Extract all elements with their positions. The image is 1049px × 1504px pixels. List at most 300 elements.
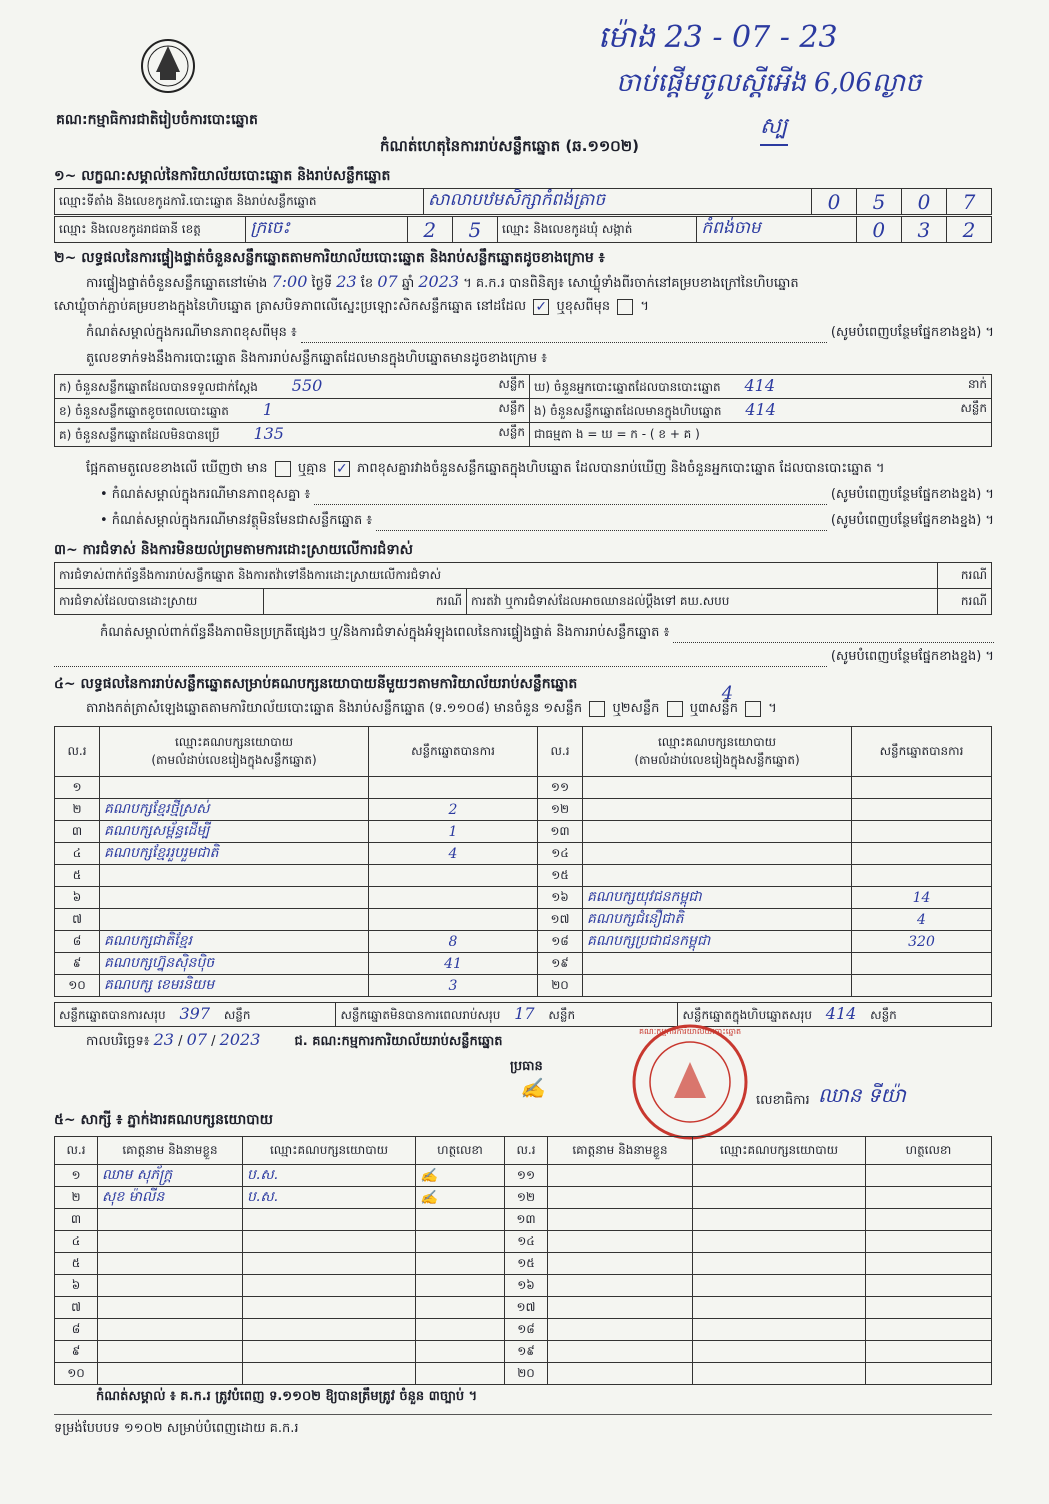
- witness-left-name: [98, 1341, 243, 1363]
- three-sheet-label: ឬ៣សន្លឹក: [689, 701, 738, 716]
- section3-title: ៣~ ការជំទាស់ និងការមិនយល់ព្រមតាមការដោះស្រាយលើការជំទាស់: [54, 542, 413, 558]
- case-label: ករណី: [960, 593, 987, 608]
- difference-note-hint: (សូមបំពេញបន្ថែមផ្នែកខាងខ្នង) ។: [830, 325, 994, 340]
- results-right-party: [583, 953, 852, 975]
- text-seal: សោឃ្លុំចាក់ភ្ជាប់គម្របខាងក្នុងនៃហិបឆ្នោត ត្រាសបិទភាពលើស្នេះប្រឡោះសិកសន្លឹកឆ្នោត នៅដដែល: [54, 299, 527, 314]
- results-left-party: គណបក្សខ្មែររួបរួមជាតិ: [100, 843, 369, 865]
- text-month-label: ខែ: [360, 276, 374, 291]
- province-label: ឈ្មោះ និងលេខកូដរាជធានី ខេត្ត: [55, 217, 246, 243]
- location-value: សាលាបឋមសិក្សាកំពង់ត្រាច: [424, 189, 812, 215]
- results-right-votes: 14: [852, 887, 992, 909]
- witness-row: [55, 1341, 992, 1363]
- verify-day: 23: [336, 272, 357, 291]
- col-party-left-label: ឈ្មោះគណបក្សនយោបាយ: [174, 734, 294, 749]
- results-left-votes: 2: [369, 799, 538, 821]
- witness-left-party: [243, 1297, 416, 1319]
- committee-label: ជ. គណ:កម្មការការិយាល័យរាប់សន្លឹកឆ្នោត: [294, 1034, 503, 1049]
- results-left-votes: 1: [369, 821, 538, 843]
- difference-note-row: [86, 324, 994, 343]
- witness-right-sign: [866, 1319, 992, 1341]
- witness-right-name: [548, 1231, 693, 1253]
- text-time-label: ការផ្ទៀងផ្ទាត់ចំនួនសន្លឹកឆ្នោតនៅម៉ោង: [86, 276, 268, 291]
- verify-year: 2023: [418, 272, 460, 291]
- witness-row: [55, 1253, 992, 1275]
- witness-right-no: ១៤: [505, 1231, 548, 1253]
- witness-left-name: សុខ ម៉ាលីន: [98, 1187, 243, 1209]
- results-right-no: ១៤: [538, 843, 583, 865]
- count-d: [530, 375, 992, 399]
- total-invalid: [336, 1003, 678, 1027]
- formula: ជាធម្មតា ង = ឃ = ក - ( ខ + គ ): [530, 423, 992, 447]
- handwritten-start-note: ចាប់ផ្ដើមចូលស្ដីអើង 6,06ល្ងាច: [616, 68, 922, 98]
- compare-text: ភាពខុសគ្នារវាងចំនួនសន្លឹកឆ្នោតក្នុងហិបឆ្នោត ដែលបានរាប់ឃើញ និងចំនួនអ្នកបោះឆ្នោត ដែលបានបោះឆ្នោត ។: [357, 461, 885, 476]
- w-col-sign-right: ហត្ថលេខា: [866, 1137, 992, 1165]
- witness-right-sign: [866, 1253, 992, 1275]
- count-a-label: ក) ចំនួនសន្លឹកឆ្នោតដែលបានទទួលជាក់ស្ដែង: [59, 380, 258, 394]
- objections-table: [54, 562, 992, 615]
- section1-table: [54, 188, 992, 215]
- witness-left-party: [243, 1341, 416, 1363]
- count-b: [55, 399, 530, 423]
- bullet2-field[interactable]: [376, 512, 827, 531]
- results-left-no: ៦: [55, 887, 100, 909]
- witness-right-party: [693, 1319, 866, 1341]
- count-c: [55, 423, 530, 447]
- location-code-2: 5: [857, 189, 902, 215]
- no-difference-checkbox[interactable]: [334, 461, 350, 477]
- col-no-left: ល.រ: [55, 727, 100, 777]
- witness-right-sign: [866, 1341, 992, 1363]
- location-code-1: 0: [812, 189, 857, 215]
- count-e-value: 414: [745, 400, 776, 419]
- date-row: កាលបរិច្ឆេទ៖ 23 / 07 / 2023 ជ. គណ:កម្មការការិយាល័យរាប់សន្លឹកឆ្នោត: [86, 1030, 503, 1049]
- results-left-votes: 3: [369, 975, 538, 997]
- results-row: [55, 953, 992, 975]
- results-left-votes: [369, 909, 538, 931]
- results-right-no: ១៩: [538, 953, 583, 975]
- witness-right-no: ១៩: [505, 1341, 548, 1363]
- total-box-unit: សន្លឹក: [870, 1008, 897, 1022]
- witness-right-party: [693, 1187, 866, 1209]
- results-totals: [54, 1002, 992, 1027]
- text-different: ឬខុសពីមុន: [556, 299, 611, 314]
- witness-row: [55, 1363, 992, 1385]
- results-row: [55, 865, 992, 887]
- results-right-no: ១២: [538, 799, 583, 821]
- results-right-votes: 320: [852, 931, 992, 953]
- results-right-party: គណបក្សជំនឿជាតិ: [583, 909, 852, 931]
- witness-left-party: [243, 1275, 416, 1297]
- witness-row: [55, 1297, 992, 1319]
- total-valid-value: 397: [179, 1004, 211, 1023]
- witness-right-sign: [866, 1297, 992, 1319]
- results-row: [55, 799, 992, 821]
- witness-row: [55, 1231, 992, 1253]
- total-valid: [55, 1003, 336, 1027]
- witness-left-no: ១០: [55, 1363, 98, 1385]
- witness-right-sign: [866, 1165, 992, 1187]
- witness-left-no: ៣: [55, 1209, 98, 1231]
- results-left-no: ៤: [55, 843, 100, 865]
- section2-title: ២~ លទ្ធផលនៃការផ្ទៀងផ្ទាត់ចំនួនសន្លឹកឆ្នោតតាមការិយាល័យបោះឆ្នោត និងរាប់សន្លឹកឆ្នោតដូចខាងក្រោម ៖: [54, 250, 605, 266]
- witness-right-no: ១៣: [505, 1209, 548, 1231]
- nec-logo: [138, 32, 198, 102]
- witness-right-name: [548, 1165, 693, 1187]
- objections-row1-label: ការជំទាស់ពាក់ព័ន្ធនឹងការរាប់សន្លឹកឆ្នោត និងការតវ៉ាទៅនឹងការដោះស្រាយលើការជំទាស់: [55, 563, 938, 589]
- tally-sheet-row: តារាងកត់ត្រាសំឡេងឆ្នោតតាមការិយាល័យបោះឆ្នោត និងរាប់សន្លឹកឆ្នោត (ទ.១១០៨) មានចំនួន ១សន្លឹក ឬ២សន្លឹក ឬ៣សន្លឹក 4 ។: [86, 683, 777, 716]
- section4-title: ៤~ លទ្ធផលនៃការរាប់សន្លឹកឆ្នោតសម្រាប់គណបក្សនយោបាយនីមួយៗតាមការិយាល័យរាប់សន្លឹកឆ្នោត: [54, 676, 578, 692]
- different-checkbox[interactable]: [617, 299, 633, 315]
- witness-row: [55, 1319, 992, 1341]
- appeal-case: [938, 589, 992, 615]
- commune-label: ឈ្មោះ និងលេខកូដឃុំ សង្កាត់: [497, 217, 696, 243]
- total-valid-unit: សន្លឹក: [223, 1008, 251, 1022]
- w-col-party-right: ឈ្មោះគណបក្សនយោបាយ: [693, 1137, 866, 1165]
- witness-left-sign: ✍: [416, 1187, 505, 1209]
- results-left-no: ៧: [55, 909, 100, 931]
- w-col-name-left: គោត្តនាម និងនាមខ្លួន: [98, 1137, 243, 1165]
- irregular-note-line2: [54, 648, 994, 667]
- witness-right-name: [548, 1363, 693, 1385]
- three-sheet-checkbox[interactable]: [745, 701, 761, 717]
- witness-left-sign: ✍: [416, 1165, 505, 1187]
- witness-left-party: [243, 1363, 416, 1385]
- results-right-no: ១៣: [538, 821, 583, 843]
- results-left-party: គណបក្ស ខេមរនិយម: [100, 975, 369, 997]
- bullet1-label: • កំណត់សម្គាល់ក្នុងករណីមានភាពខុសគ្នា ៖: [100, 487, 311, 502]
- col-votes-right: សន្លឹកឆ្នោតបានការ: [852, 727, 992, 777]
- witness-left-sign: [416, 1275, 505, 1297]
- witness-left-name: [98, 1209, 243, 1231]
- bullet2-label: • កំណត់សម្គាល់ក្នុងករណីមានវត្ថុមិនមែនជាសន្លឹកឆ្នោត ៖: [100, 513, 373, 528]
- witness-left-no: ១: [55, 1165, 98, 1187]
- witness-left-no: ៩: [55, 1341, 98, 1363]
- verify-time: 7:00: [271, 272, 308, 291]
- results-row: [55, 887, 992, 909]
- irregular-note-label: កំណត់សម្គាល់ពាក់ព័ន្ធនឹងភាពមិនប្រក្រតីផ្សេងៗ ឬ/និងការជំទាស់ក្នុងអំឡុងពេលនៃការផ្ទៀងផ្ទាត់ និងការរាប់សន្លឹកឆ្នោត ៖: [100, 625, 670, 640]
- col-votes-left: សន្លឹកឆ្នោតបានការ: [369, 727, 538, 777]
- results-right-votes: [852, 799, 992, 821]
- results-row: [55, 931, 992, 953]
- case-label: ករណី: [435, 593, 462, 608]
- results-right-no: ១៥: [538, 865, 583, 887]
- results-left-no: ២: [55, 799, 100, 821]
- results-left-party: គណបក្សហ្វ៊ុនស៊ិនប៉ិច: [100, 953, 369, 975]
- witness-right-sign: [866, 1363, 992, 1385]
- province-code-2: 5: [452, 217, 497, 243]
- resolved-label: ការជំទាស់ដែលបានដោះស្រាយ: [55, 589, 264, 615]
- count-e-unit: សន្លឹក: [960, 401, 987, 415]
- witness-right-no: ២០: [505, 1363, 548, 1385]
- irregular-note-hint: (សូមបំពេញបន្ថែមផ្នែកខាងខ្នង) ។: [830, 649, 994, 664]
- count-d-label: ឃ) ចំនួនអ្នកបោះឆ្នោតដែលបានបោះឆ្នោត: [534, 380, 721, 394]
- verification-line2: សោឃ្លុំចាក់ភ្ជាប់គម្របខាងក្នុងនៃហិបឆ្នោត ត្រាសបិទភាពលើស្នេះប្រឡោះសិកសន្លឹកឆ្នោត នៅដដែល ✓ ឬខុសពីមុន ។: [54, 298, 994, 317]
- compare-row: [86, 460, 994, 479]
- witness-right-no: ១៧: [505, 1297, 548, 1319]
- results-left-votes: [369, 887, 538, 909]
- total-valid-label: សន្លឹកឆ្នោតបានការសរុប: [59, 1008, 166, 1022]
- witness-left-no: ៧: [55, 1297, 98, 1319]
- witness-right-party: [693, 1341, 866, 1363]
- irregular-note-field-2[interactable]: [54, 648, 827, 667]
- chair-signature: ✍: [520, 1076, 545, 1100]
- compare-has-label: ផ្អែកតាមតួលេខខាងលើ ឃើញថា មាន: [86, 461, 268, 476]
- results-right-votes: [852, 975, 992, 997]
- location-code-3: 0: [902, 189, 947, 215]
- witness-right-no: ១៥: [505, 1253, 548, 1275]
- results-row: [55, 821, 992, 843]
- results-right-party: [583, 843, 852, 865]
- results-right-no: ១៦: [538, 887, 583, 909]
- witness-right-name: [548, 1275, 693, 1297]
- results-right-party: គណបក្សប្រជាជនកម្ពុជា: [583, 931, 852, 953]
- location-label: ឈ្មោះទីតាំង និងលេខកូដការិ.បោះឆ្នោត និងរាប់សន្លឹកឆ្នោត: [55, 189, 424, 215]
- two-sheet-label: ឬ២សន្លឹក: [612, 701, 660, 716]
- witness-left-no: ៥: [55, 1253, 98, 1275]
- secretary-label: លេខាធិការ: [756, 1093, 810, 1108]
- bottom-divider: [54, 1414, 992, 1415]
- results-row: [55, 909, 992, 931]
- results-left-party: [100, 909, 369, 931]
- results-body: [55, 777, 992, 997]
- count-c-unit: សន្លឹក: [498, 425, 525, 439]
- tally-sheet-label: តារាងកត់ត្រាសំឡេងឆ្នោតតាមការិយាល័យបោះឆ្នោត និងរាប់សន្លឹកឆ្នោត (ទ.១១០៨) មានចំនួន ១សន្លឹក: [86, 701, 583, 716]
- verification-text: [86, 272, 996, 294]
- witness-right-name: [548, 1209, 693, 1231]
- commune-code-3: 2: [946, 217, 991, 243]
- section1-title: ១~ លក្ខណ:សម្គាល់នៃការិយាល័យបោះឆ្នោត និងរាប់សន្លឹកឆ្នោត: [54, 168, 391, 184]
- location-code-4: 7: [947, 189, 992, 215]
- witness-left-party: [243, 1209, 416, 1231]
- date-month: 07: [186, 1030, 207, 1049]
- count-c-value: 135: [253, 424, 284, 443]
- date-year: 2023: [219, 1030, 261, 1049]
- col-no-right: ល.រ: [538, 727, 583, 777]
- witness-body: [55, 1165, 992, 1385]
- results-right-no: ១៨: [538, 931, 583, 953]
- col-party-right: [583, 727, 852, 777]
- resolved-case: [264, 589, 467, 615]
- province-code-1: 2: [407, 217, 452, 243]
- results-right-no: ១៧: [538, 909, 583, 931]
- witness-right-party: [693, 1253, 866, 1275]
- witness-right-name: [548, 1341, 693, 1363]
- count-e: [530, 399, 992, 423]
- count-c-label: គ) ចំនួនសន្លឹកឆ្នោតដែលមិនបានប្រើ: [59, 428, 220, 442]
- handwritten-sheet-count: 4: [721, 683, 734, 704]
- witness-right-sign: [866, 1187, 992, 1209]
- witness-left-no: ៦: [55, 1275, 98, 1297]
- section5-title: ៥~ សាក្សី ៖ ភ្នាក់ងារគណបក្សនយោបាយ: [54, 1112, 273, 1128]
- results-row: [55, 777, 992, 799]
- verify-month: 07: [377, 272, 398, 291]
- total-invalid-unit: សន្លឹក: [548, 1008, 576, 1022]
- count-a: [55, 375, 530, 399]
- witness-left-sign: [416, 1341, 505, 1363]
- has-difference-checkbox[interactable]: [275, 461, 291, 477]
- difference-note-field[interactable]: [301, 324, 827, 343]
- section1-table-row2: [54, 216, 992, 243]
- witness-left-name: ឈាម សុភ័ក្ត្រ: [98, 1165, 243, 1187]
- witness-left-party: [243, 1253, 416, 1275]
- witness-right-no: ១១: [505, 1165, 548, 1187]
- witness-right-no: ១៨: [505, 1319, 548, 1341]
- witness-left-no: ២: [55, 1187, 98, 1209]
- results-left-party: [100, 777, 369, 799]
- count-b-value: 1: [262, 400, 273, 419]
- results-right-votes: [852, 843, 992, 865]
- bullet2-row: [100, 512, 994, 531]
- results-left-party: [100, 887, 369, 909]
- counts-table: [54, 374, 992, 447]
- count-d-unit: នាក់: [967, 377, 987, 391]
- total-box-label: សន្លឹកឆ្នោតក្នុងហិបឆ្នោតសរុប: [682, 1008, 812, 1022]
- form-title: កំណត់ហេតុនៃការរាប់សន្លឹកឆ្នោត (ឆ.១១០២): [380, 137, 640, 155]
- col-party-right-label: ឈ្មោះគណបក្សនយោបាយ: [657, 734, 777, 749]
- results-right-party: គណបក្សយុវជនកម្ពុជា: [583, 887, 852, 909]
- text-year-label: ឆ្នាំ: [401, 276, 415, 291]
- org-name: គណ:កម្មាធិការជាតិរៀបចំការបោះឆ្នោត: [56, 112, 258, 128]
- date-label: កាលបរិច្ឆេទ៖: [86, 1034, 150, 1049]
- results-left-votes: 8: [369, 931, 538, 953]
- results-left-no: ៨: [55, 931, 100, 953]
- results-right-no: ២០: [538, 975, 583, 997]
- bullet1-hint: (សូមបំពេញបន្ថែមផ្នែកខាងខ្នង) ។: [830, 487, 994, 502]
- count-b-unit: សន្លឹក: [498, 401, 525, 415]
- text-day-label: ថ្ងៃទី: [311, 276, 333, 291]
- handwritten-initials: ស្ប: [760, 112, 788, 146]
- results-left-votes: [369, 865, 538, 887]
- witness-left-name: [98, 1297, 243, 1319]
- w-col-no-left: ល.រ: [55, 1137, 98, 1165]
- witness-left-sign: [416, 1231, 505, 1253]
- w-col-sign-left: ហត្ថលេខា: [416, 1137, 505, 1165]
- witness-row: [55, 1187, 992, 1209]
- bullet1-row: [100, 486, 994, 505]
- count-a-value: 550: [291, 376, 323, 395]
- bullet2-hint: (សូមបំពេញបន្ថែមផ្នែកខាងខ្នង) ។: [830, 513, 994, 528]
- witness-right-name: [548, 1187, 693, 1209]
- witness-right-party: [693, 1231, 866, 1253]
- witness-left-sign: [416, 1297, 505, 1319]
- case-label: ករណី: [960, 567, 987, 582]
- results-left-no: ១០: [55, 975, 100, 997]
- witness-left-sign: [416, 1253, 505, 1275]
- witness-left-name: [98, 1253, 243, 1275]
- col-party-left: [100, 727, 369, 777]
- compare-none-label: ឬគ្មាន: [297, 461, 327, 476]
- witness-right-party: [693, 1209, 866, 1231]
- results-right-votes: [852, 865, 992, 887]
- results-left-votes: [369, 777, 538, 799]
- witness-left-no: ៨: [55, 1319, 98, 1341]
- witness-left-name: [98, 1319, 243, 1341]
- witness-row: [55, 1165, 992, 1187]
- date-day: 23: [153, 1030, 174, 1049]
- witness-right-party: [693, 1363, 866, 1385]
- results-left-no: ១: [55, 777, 100, 799]
- numbers-intro: តួលេខទាក់ទងនឹងការបោះឆ្នោត និងការរាប់សន្លឹកឆ្នោតដែលមានក្នុងហិបឆ្នោតមានដូចខាងក្រោម ៖: [86, 351, 547, 366]
- handwritten-time-note: ម៉ោង 23 - 07 - 23: [598, 20, 838, 55]
- witness-left-name: [98, 1363, 243, 1385]
- witness-right-sign: [866, 1209, 992, 1231]
- results-right-no: ១១: [538, 777, 583, 799]
- witness-row: [55, 1275, 992, 1297]
- secretary-name: ឈាន ទីយ៉ា: [818, 1083, 906, 1107]
- col-party-right-sub: (តាមលំដាប់លេខរៀងក្នុងសន្លឹកឆ្នោត): [634, 752, 800, 767]
- witness-right-sign: [866, 1275, 992, 1297]
- irregular-note: [100, 624, 994, 643]
- results-row: [55, 975, 992, 997]
- commune-code-2: 3: [901, 217, 946, 243]
- witness-right-party: [693, 1275, 866, 1297]
- witness-left-name: [98, 1231, 243, 1253]
- witness-left-no: ៤: [55, 1231, 98, 1253]
- results-row: [55, 843, 992, 865]
- results-right-party: [583, 777, 852, 799]
- total-box-value: 414: [825, 1004, 857, 1023]
- commune-value: កំពង់ចាម: [697, 217, 856, 243]
- count-b-label: ខ) ចំនួនសន្លឹកឆ្នោតខូចពេលបោះឆ្នោត: [59, 404, 229, 418]
- witness-left-party: [243, 1231, 416, 1253]
- total-invalid-value: 17: [514, 1004, 535, 1023]
- results-left-no: ៥: [55, 865, 100, 887]
- witness-row: [55, 1209, 992, 1231]
- witness-right-party: [693, 1165, 866, 1187]
- w-col-name-right: គោត្តនាម និងនាមខ្លួន: [548, 1137, 693, 1165]
- results-left-party: [100, 865, 369, 887]
- results-right-votes: 4: [852, 909, 992, 931]
- results-right-party: [583, 975, 852, 997]
- same-checkbox[interactable]: [533, 299, 549, 315]
- irregular-note-field[interactable]: [673, 624, 994, 643]
- results-left-party: គណបក្សជាតិខ្មែរ: [100, 931, 369, 953]
- text-inspection: ។ គ.ក.រ បានពិនិត្យ៖ សោឃ្លុំទាំងពីរចាក់នៅគម្របខាងក្រៅនៃហិបឆ្នោត: [463, 276, 799, 291]
- witness-left-name: [98, 1275, 243, 1297]
- one-sheet-checkbox[interactable]: [589, 701, 605, 717]
- witness-right-no: ១២: [505, 1187, 548, 1209]
- results-left-party: គណបក្សខ្មែរថ្មីស្រស់: [100, 799, 369, 821]
- results-right-party: [583, 821, 852, 843]
- witness-left-sign: [416, 1209, 505, 1231]
- chair-label: ប្រធាន: [510, 1059, 543, 1074]
- two-sheet-checkbox[interactable]: [667, 701, 683, 717]
- form-code: ទម្រង់បែបបទ ១១០២ សម្រាប់បំពេញដោយ គ.ក.រ: [54, 1421, 299, 1436]
- results-left-no: ៣: [55, 821, 100, 843]
- results-left-no: ៩: [55, 953, 100, 975]
- witness-left-party: ប.ស.: [243, 1165, 416, 1187]
- witness-right-name: [548, 1297, 693, 1319]
- w-col-no-right: ល.រ: [505, 1137, 548, 1165]
- difference-note-label: កំណត់សម្គាល់ក្នុងករណីមានភាពខុសពីមុន ៖: [86, 325, 297, 340]
- stamp-text: គណៈកម្មការការិយាល័យបោះឆ្នោត: [638, 1027, 742, 1036]
- witness-left-sign: [416, 1363, 505, 1385]
- total-invalid-label: សន្លឹកឆ្នោតមិនបានការពេលរាប់សរុប: [340, 1008, 501, 1022]
- results-left-votes: 41: [369, 953, 538, 975]
- footnote: កំណត់សម្គាល់ ៖ គ.ក.រ ត្រូវបំពេញ ទ.១១០២ ឱ្យបានត្រឹមត្រូវ ចំនួន ៣ច្បាប់ ។: [96, 1389, 478, 1404]
- results-right-votes: [852, 821, 992, 843]
- bullet1-field[interactable]: [314, 486, 827, 505]
- count-d-value: 414: [744, 376, 775, 395]
- objections-row1-case: [938, 563, 992, 589]
- official-stamp: [630, 1022, 750, 1142]
- witness-left-party: ប.ស.: [243, 1187, 416, 1209]
- results-table: [54, 726, 992, 997]
- results-left-party: គណបក្សសម្ព័ន្ធដើម្បី: [100, 821, 369, 843]
- results-right-votes: [852, 777, 992, 799]
- commune-code-1: 0: [856, 217, 901, 243]
- witness-right-name: [548, 1319, 693, 1341]
